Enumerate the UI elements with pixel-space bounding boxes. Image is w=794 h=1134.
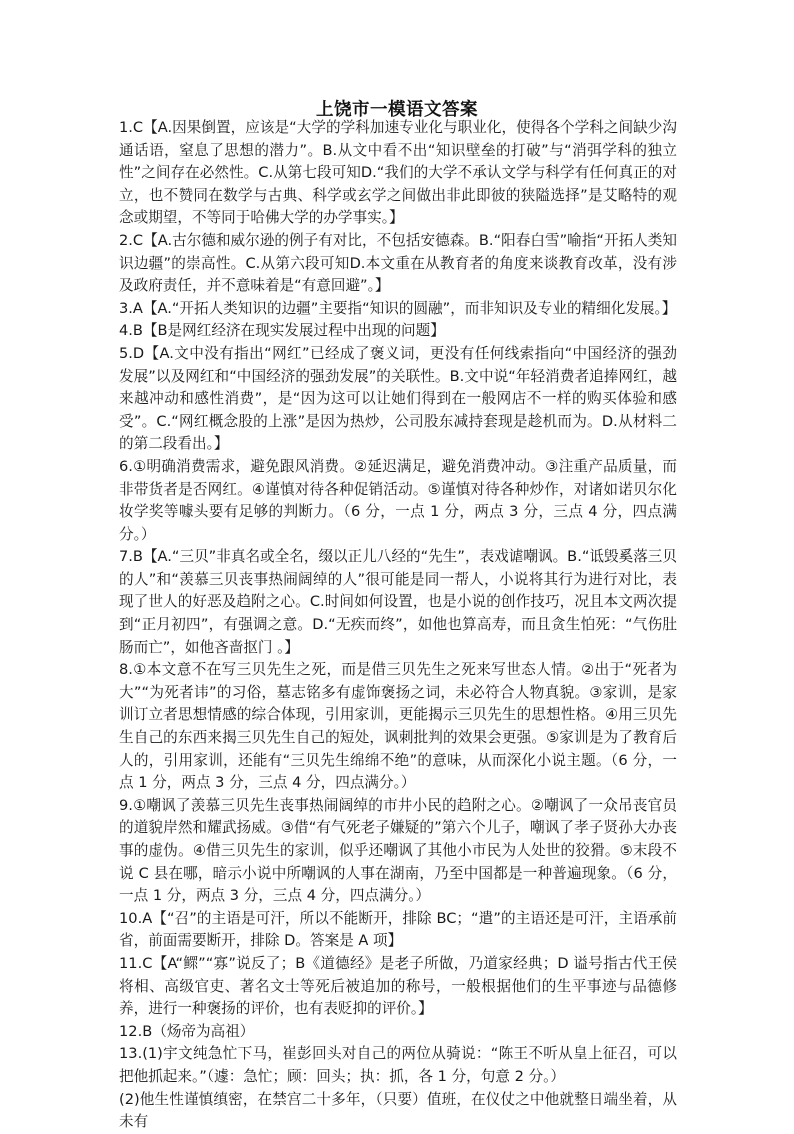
answer-4: 4.B【B是网红经济在现实发展过程中出现的问题】 (119, 322, 445, 340)
answer-10: 10.A【“召”的主语是可汗，所以不能断开，排除 BC；“遣”的主语还是可汗，主语承前省，前面需要断开，排除 D。答案是 A 项】 (119, 909, 677, 950)
answer-6: 6.①明确消费需求，避免跟风消费。②延迟满足，避免消费冲动。③注重产品质量，而非带货者是否网红。④谨慎对待各种促销活动。⑤谨慎对待各种炒作，对诸如诺贝尔化妆学奖等噱头要有足够的判断力。（6 分，一点 1 分，两点 3 分，三点 4 分，四点满分。） (119, 457, 677, 543)
document-title: 上饶市一模语文答案 (316, 100, 478, 120)
answer-12: 12.B（炀帝为高祖） (119, 1022, 255, 1040)
answer-1: 1.C【A.因果倒置，应该是“大学的学科加速专业化与职业化，使得各个学科之间缺少沟通话语，窒息了思想的潜力”。B.从文中看不出“知识壁垒的打破”与“消弭学科的独立性”之间存在必然性。C.从第七段可知D.“我们的大学不承认文学与科学有任何真正的对立，也不赞同在数学与古典、科学或玄学之间做出非此即彼的狭隘选择”是艾略特的观念或期望，不等同于哈佛大学的办学事实。】 (119, 119, 677, 227)
answer-list (119, 117, 677, 1134)
answer-2: 2.C【A.古尔德和威尔逊的例子有对比，不包括安德森。B.“阳春白雪”喻指“开拓人类知识边疆”的崇高性。C.从第六段可知D.本文重在从教育者的角度来谈教育改革，没有涉及政府责任，并不意味着是“有意回避”。】 (119, 231, 677, 295)
answer-7: 7.B【A.“三贝”非真名或全名，缀以正儿八经的“先生”，表戏谑嘲讽。B.“诋毁奚落三贝的人”和“羡慕三贝丧事热闹阔绰的人”很可能是同一帮人，小说将其行为进行对比，表现了世人的好恶及趋附之心。C.时间如何设置，也是小说的创作技巧，况且本文两次提到“正月初四”，有强调之意。D.“无疾而终”，如他也算高寿，而且贪生怕死：“气伤肚肠而亡”，如他吝啬抠门 。】 (119, 548, 677, 656)
answer-8: 8.①本文意不在写三贝先生之死，而是借三贝先生之死来写世态人情。②出于“死者为大”“为死者讳”的习俗，墓志铭多有虚饰褒扬之词，未必符合人物真貌。③家训，是家训订立者思想情感的综合体现，引用家训，更能揭示三贝先生的思想性格。④用三贝先生自己的东西来揭三贝先生自己的短处，讽刺批判的效果会更强。⑤家训是为了教育后人的，引用家训，还能有“三贝先生绵绵不绝”的意味，从而深化小说主题。（6 分，一点 1 分，两点 3 分，三点 4 分，四点满分。） (119, 661, 677, 792)
answer-13-2: (2)他生性谨慎缜密，在禁宫二十多年，（只要）值班，在仪仗之中他就整日端坐着，从未有 (119, 1090, 677, 1131)
answer-3: 3.A【A.“开拓人类知识的边疆”主要指“知识的圆融”，而非知识及专业的精细化发展。】 (119, 299, 677, 317)
answer-9: 9.①嘲讽了羡慕三贝先生丧事热闹阔绰的市井小民的趋附之心。②嘲讽了一众吊丧官员的道貌岸然和耀武扬威。③借“有气死老子嫌疑的”第六个儿子，嘲讽了孝子贤孙大办丧事的虚伪。④借三贝先生的家训，似乎还嘲讽了其他小市民为人处世的狡猾。⑤末段不说 C 县在哪，暗示小说中所嘲讽的人事在湖南，乃至中国都是一种普遍现象。（6 分，一点 1 分，两点 3 分，三点 4 分，四点满分。） (119, 796, 677, 905)
answer-11: 11.C【A“鳏”“寡”说反了；B《道德经》是老子所做，乃道家经典；D 谥号指古代王侯将相、高级官吏、著名文士等死后被追加的称号，一般根据他们的生平事迹与品德修养，进行一种褒扬的评价，也有表贬抑的评价。】 (119, 954, 677, 1018)
answer-13-1: 13.(1)宇文纯急忙下马，崔彭回头对自己的两位从骑说：“陈王不听从皇上征召，可以把他抓起来。”（遽：急忙；顾：回头；执：抓，各 1 分，句意 2 分。） (119, 1045, 677, 1085)
answer-5: 5.D【A.文中没有指出“网红”已经成了褒义词，更没有任何线索指向“中国经济的强劲发展”以及网红和“中国经济的强劲发展”的关联性。B.文中说“年轻消费者追捧网红，越来越冲动和感性消费”，是“因为这可以让她们得到在一般网店不一样的购买体验和感受”。C.“网红概念股的上涨”是因为热炒，公司股东减持套现是趁机而为。D.从材料二的第二段看出。】 (119, 344, 677, 453)
